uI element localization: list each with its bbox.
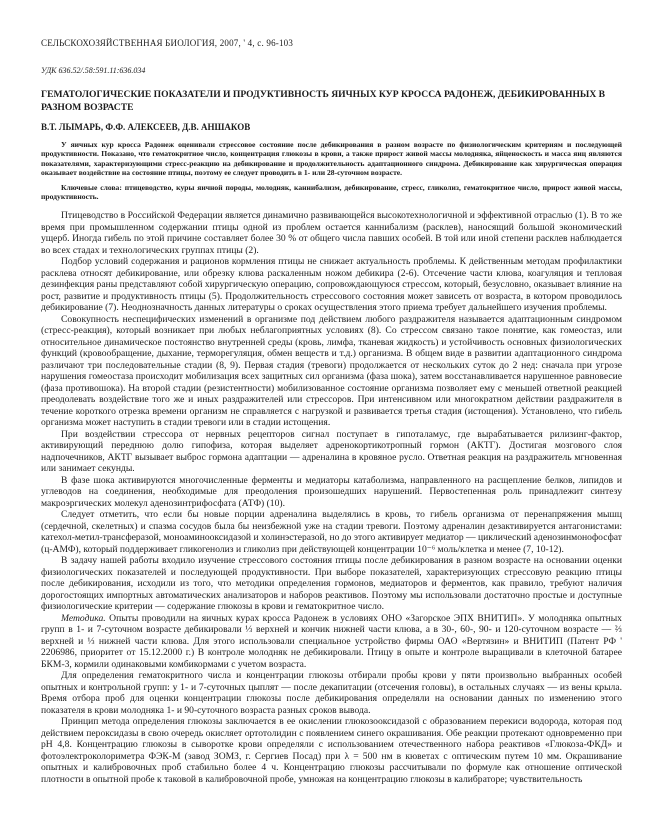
- paragraph-lead: Методика.: [61, 612, 110, 624]
- paragraph: В фазе шока активируются многочисленные ферменты и медиаторы катаболизма, направленного на расщепление белков, липидов и углеводов на соединения, необходимые для преодоления произошедших нарушений. Первостепенная роль принадлежит синтезу макроэргических молекул аденозинтрифосфата (АТФ) (10).: [41, 474, 622, 509]
- paragraph: Совокупность неспецифических изменений в организме под действием любого раздражителя называется адаптационным синдромом (стресс-реакция), который возникает при любых неблагоприятных условиях (8). Со стрессом связано такое понятие, как гомеостаз, или относительное динамическое постоянство внутренней среды (кровь, лимфа, тканевая жидкость) и устойчивость основных физиологических функций (кровообращение, дыхание, терморегуляция, обмен веществ и т.д.) организма. В общем виде в развитии адаптационного синдрома различают три последовательные стадии (8, 9). Первая стадия (тревоги) продолжается от нескольких суток до 2 нед: сначала при угрозе нарушения гомеостаза происходит мобилизация всех защитных сил организма (фаза шока), затем восстанавливается нарушенное равновесие (фаза противошока). На второй стадии (резистентности) мобилизованное состояние организма позволяет ему с меньшей ответной реакцией преодолевать воздействие того же и иных раздражителей или стрессоров. При интенсивном или многократном действии раздражителя в течение короткого отрезка времени организм не справляется с нагрузкой и развивается третья стадия (истощения). Установлено, что гибель организма может наступить в стадии тревоги или в стадии истощения.: [41, 313, 622, 429]
- udc-line: УДК 636.52/.58:591.11:636.034: [41, 66, 146, 75]
- paragraph: Методика. Опыты проводили на яичных курах кросса Радонеж в условиях ОНО «Загорское ЭПХ ВНИТИП». У молодняка опытных групп в 1- и 7-суточном возрасте дебикировали ⅓ верхней и кончик нижней части клюва, а в 30-, 60-, 90- и 120-суточном возрасте — ⅔ верхней и ⅓ нижней части клюва. Для этого использовали специальное устройство фирмы ОАО «Вертязин» и ВНИТИП (Патент РФ ' 2206986, приоритет от 15.12.2000 г.) В контроле молодняк не дебикировали. Птицу в опыте и контроле выращивали в клеточной батарее БКМ-3, кормили одинаковыми комбикормами с учетом возраста.: [41, 612, 622, 670]
- body-paragraphs: [41, 210, 622, 785]
- paragraph: При воздействии стрессора от нервных рецепторов сигнал поступает в гипоталамус, где вырабатывается рилизинг-фактор, активирующий переднюю долю гипофиза, которая выделяет адренокортикотропный гормон (АКТГ). Достигая мозгового слоя надпочечников, АКТГ вызывает выброс гормона адаптации — адреналина в кровяное русло. Ответная реакция на раздражитель мгновенная или занимает секунды.: [41, 428, 622, 475]
- paragraph: Птицеводство в Российской Федерации является динамично развивающейся высокотехнологичной и эффективной отраслью (1). В то же время при промышленном содержании птицы одной из проблем остается каннибализм (расклев), наносящий большой экономический ущерб. Иногда гибель по этой причине составляет более 30 % от общего числа павших особей. В той или иной степени расклев наблюдается во всех стадах и технологических группах птицы (2).: [41, 210, 622, 256]
- authors-line: В.Т. ЛЫМАРЬ, Ф.Ф. АЛЕКСЕЕВ, Д.В. АНШАКОВ: [41, 122, 251, 132]
- paragraph: Принцип метода определения глюкозы заключается в ее окислении глюкозооксидазой с образованием перекиси водорода, которая под действием пероксидазы в свою очередь окисляет ортотолидин с появлением синего окрашивания. Обе реакции протекают одновременно при рН 4,8. Концентрацию глюкозы в сыворотке крови определяли с использованием отечественного набора реактивов «Глюкоза-ФКД» и фотоэлектроколориметра ФЭК-М (завод ЗОМЗ, г. Сергиев Посад) при λ = 500 нм в кюветах с оптическим путем 10 мм. Окрашивание опытных и калибровочных проб стабильно более 4 ч. Концентрацию глюкозы рассчитывали по формуле как отношение оптической плотности в опытной пробе к таковой в калибровочной пробе, умножая на концентрацию глюкозы в калибраторе; чувствительность: [41, 716, 622, 785]
- article-title: ГЕМАТОЛОГИЧЕСКИЕ ПОКАЗАТЕЛИ И ПРОДУКТИВНОСТЬ ЯИЧНЫХ КУР КРОССА РАДОНЕЖ, ДЕБИКИРОВАННЫХ В РАЗНОМ ВОЗРАСТЕ: [41, 89, 606, 113]
- abstract-text: У яичных кур кросса Радонеж оценивали стрессовое состояние после дебикирования в разном возрасте по физиологическим критериям и последующей продуктивности. Показано, что гематокритное число, концентрация глюкозы в крови, а также прирост живой массы молодняка, яйценоскость и масса яиц являются показателями, характеризующими стресс-реакцию на дебикирование и продолжительность адаптационного синдрома. Дебикирование как хирургическая операция оказывает воздействие на состояние птицы, поэтому ее следует проводить в 1- или 28-суточном возрасте.: [41, 140, 622, 178]
- keywords-paragraph: [41, 183, 622, 202]
- paragraph: Для определения гематокритного числа и концентрации глюкозы отбирали пробы крови у пяти произвольно выбранных особей опытных и контрольной групп: у 1- и 7-суточных цыплят — после декапитации (отсечения головы), в остальных случаях — из вены крыла. Время отбора проб для оценки концентрации глюкозы после дебикирования определяли на основании данных по изменению этого показателя в крови молодняка 1- и 90-суточного возраста разных сроков вывода.: [41, 670, 622, 716]
- journal-header: СЕЛЬСКОХОЗЯЙСТВЕННАЯ БИОЛОГИЯ, 2007, ' 4, с. 96-103: [41, 38, 294, 48]
- paragraph: Следует отметить, что если бы новые порции адреналина выделялись в кровь, то гибель организма от перенапряжения мышц (сердечной, скелетных) и спазма сосудов была бы неизбежной уже на стадии тревоги. Поэтому адреналин дезактивируется антагонистами: катехол-метил-трансферазой, моноаминооксидазой и холинэстеразой, но до этого активирует медиатор — циклический аденозинмонофосфат (ц-АМФ), который поддерживает гликогенолиз и гликолиз при действующей концентрации 10⁻⁶ моль/клетка и менее (7, 10-12).: [41, 509, 622, 555]
- paragraph: Подбор условий содержания и рационов кормления птицы не снижает актуальность проблемы. К действенным методам профилактики расклева относят дебикирование, или обрезку клюва раскаленным ножом дебикира (2-6). Отсечение части клюва, коагуляция и тепловая дезинфекция раны представляют собой хирургическую операцию, сопровождающуюся стрессом, который, безусловно, оказывает влияние на рост, развитие и продуктивность птицы (5). Продолжительность стрессового состояния может зависеть от возраста, в котором проводилось дебикирование (7). Неоднозначность данных литературы о сроках осуществления этого приема требует дальнейшего изучения проблемы.: [41, 256, 622, 314]
- keywords-label: Ключевые слова:: [61, 182, 122, 192]
- paragraph: В задачу нашей работы входило изучение стрессового состояния птицы после дебикирования в разном возрасте на основании оценки физиологических показателей и последующей продуктивности. При выборе показателей, характеризующих стрессовую реакцию птицы после дебикирования, исходили из того, что методики определения гормонов, медиаторов и ферментов, как правило, требуют наличия дорогостоящих импортных автоматических анализаторов и наборов реактивов. Поэтому мы использовали достаточно простые и доступные физиологические критерии — содержание глюкозы в крови и гематокритное число.: [41, 555, 622, 613]
- keywords-list: птицеводство, куры яичной породы, молодняк, каннибализм, дебикирование, стресс, гликолиз, гематокритное число, прирост живой массы, продуктивность.: [41, 182, 622, 202]
